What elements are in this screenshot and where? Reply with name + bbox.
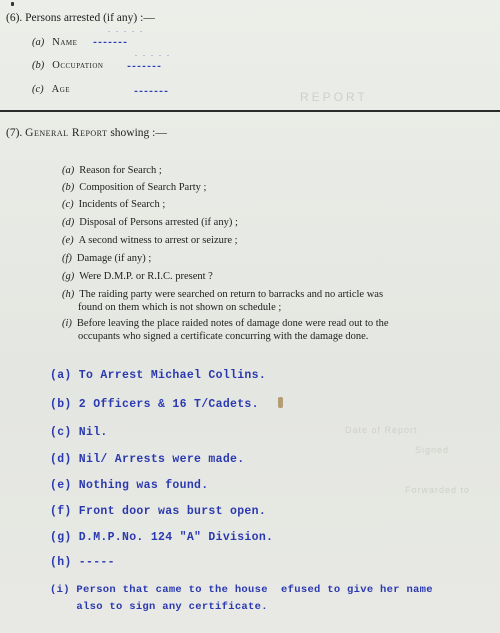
field-name: Name — [52, 37, 78, 48]
typed-answer-h: (h) ----- — [50, 556, 115, 569]
section-6-heading: (6). Persons arrested (if any) :— — [6, 12, 155, 24]
typed-answer-e: (e) Nothing was found. — [50, 479, 209, 492]
report-item: (f) Damage (if any) ; — [62, 253, 152, 264]
report-item: (e) A second witness to arrest or seizure ; — [62, 235, 238, 246]
field-occupation-label — [32, 60, 103, 71]
section-divider — [0, 110, 500, 112]
typed-answer-c: (c) Nil. — [50, 426, 108, 439]
section-number: (7). — [6, 127, 23, 139]
field-name: Occupation — [52, 60, 104, 71]
typed-answer-i: (i) Person that came to the house efused to give her name — [50, 584, 433, 596]
section-title-suffix: showing :— — [110, 127, 167, 139]
report-item: (b) Composition of Search Party ; — [62, 182, 207, 193]
item-label: (c) — [32, 84, 44, 95]
name-value: ------- — [92, 38, 128, 49]
item-label: (a) — [32, 37, 45, 48]
report-item: (h) The raiding party were searched on return to barracks and no article was found on them which is not shown on schedule ; — [62, 289, 384, 313]
age-value: ------- — [133, 87, 169, 98]
typed-answer-g: (g) D.M.P.No. 124 "A" Division. — [50, 531, 274, 544]
section-7-heading — [6, 127, 167, 139]
report-item: (c) Incidents of Search ; — [62, 199, 166, 210]
typed-answer-i-cont: also to sign any certificate. — [50, 601, 268, 613]
section-title: General Report — [25, 127, 108, 139]
report-item: (i) Before leaving the place raided notes of damage done were read out to the occupants who signed a certificate concurring with the damage done. — [62, 318, 389, 342]
field-name-label — [32, 37, 77, 48]
typed-answer-b: (b) 2 Officers & 16 T/Cadets. — [50, 398, 259, 411]
report-item: (a) Reason for Search ; — [62, 165, 162, 176]
show-through-text: Date of Report — [345, 425, 418, 435]
typed-answer-a: (a) To Arrest Michael Collins. — [50, 369, 267, 382]
typed-answer-f: (f) Front door was burst open. — [50, 505, 267, 518]
paper-stain — [278, 397, 283, 408]
show-through-text: Signed — [415, 445, 450, 455]
dotted-rule: . . . . . — [135, 49, 171, 58]
typed-answer-d: (d) Nil/ Arrests were made. — [50, 453, 245, 466]
item-label: (b) — [32, 60, 45, 71]
report-item: (d) Disposal of Persons arrested (if any) ; — [62, 217, 238, 228]
ink-mark — [11, 2, 14, 6]
field-name: Age — [51, 84, 71, 95]
field-age-label — [32, 84, 70, 95]
show-through-text: REPORT — [300, 90, 368, 104]
occupation-value: ------- — [126, 62, 162, 73]
report-item: (g) Were D.M.P. or R.I.C. present ? — [62, 271, 213, 282]
dotted-rule: . . . . . — [108, 25, 144, 34]
show-through-text: Forwarded to — [405, 485, 471, 495]
